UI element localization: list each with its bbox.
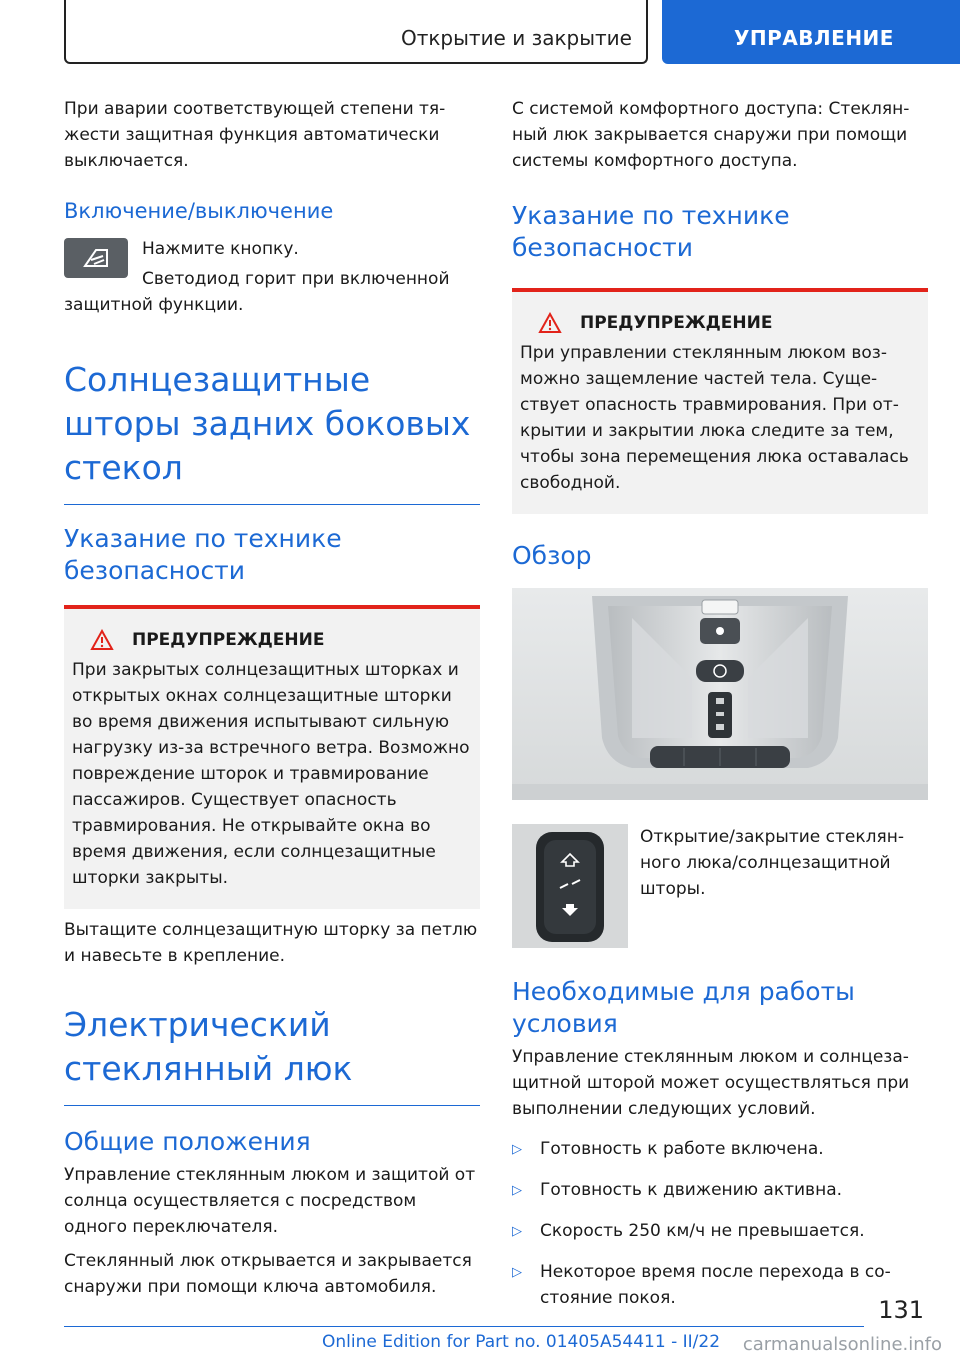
bullet-triangle-icon: ▷ [512,1265,522,1280]
overhead-console-photo [512,588,928,800]
footer-divider [64,1326,864,1327]
bullet-triangle-icon: ▷ [512,1183,522,1198]
sunshade-warning-text: При закрытых солнцезащитных шторках и открытых окнах солнцезащитные шторки во время движения испытывают сильную нагрузку из-за встречного ветра. Возможно повреждение шторок и травмирование пассажиров. Существует опасность травмирования. Не открывайте окна во время движения, если солнцезащитные шторки закрыты. [72,660,470,888]
overview-heading: Обзор [512,541,592,570]
sunroof-warning-box [512,292,928,514]
header-section-title: Открытие и закрытие [400,26,632,50]
list-item: ▷ Готовность к движению активна. [512,1177,928,1204]
bullet-triangle-icon: ▷ [512,1142,522,1157]
header-chapter-tab [662,0,960,64]
warning-triangle-icon [538,312,562,334]
onoff-heading: Включение/выключение [64,199,334,223]
sunshade-safety-heading: Указание по технике безопасности [64,524,342,585]
sunshade-heading: Солнцезащитные шторы задних боковых стекол [64,360,471,487]
sunroof-switch-photo [512,824,628,948]
general-heading: Общие положения [64,1127,311,1156]
switch-caption: Открытие/закрытие стеклянного люка/солнцезащитной шторы. [640,827,904,899]
header-chapter-title: УПРАВЛЕНИЕ [734,26,894,50]
header-section-tab [64,0,648,64]
footer-watermark[interactable]: carmanualsonline.info [742,1334,942,1355]
conditions-text: Управление стеклянным люком и солнцезащитной шторой может осуществляться при выполнении следующих условий. [512,1047,910,1119]
crash-protection-text: При аварии соответствующей степени тяжести защитная функция автоматически выключается. [64,99,446,171]
general-text-2: Стеклянный люк открывается и закрывается снаружи при помощи ключа автомобиля. [64,1251,472,1297]
right-column [512,96,928,1311]
window-lock-button-icon [64,238,128,278]
general-text-1: Управление стеклянным люком и защитой от солнца осуществляется с посредством одного переключателя. [64,1165,476,1237]
warning-label: ПРЕДУПРЕЖДЕНИЕ [580,313,773,333]
sunshade-warning-box [64,609,480,909]
warning-label: ПРЕДУПРЕЖДЕНИЕ [132,630,325,650]
onoff-press-text: Нажмите кнопку. [142,239,299,259]
switch-block [512,824,928,948]
onoff-led-text: Светодиод горит при включенной защитной функции. [64,269,450,315]
sunshade-pull-text: Вытащите солнцезащитную шторку за петлю и навесьте в крепление. [64,920,478,966]
page-number: 131 [878,1296,924,1324]
warning-triangle-icon [90,629,114,651]
bullet-triangle-icon: ▷ [512,1224,522,1239]
sunroof-warning-text: При управлении стеклянным люком возможно защемление частей тела. Существует опасность травмирования. При открытии и закрытии люка следите за тем, чтобы зона перемещения люка оставалась свободной. [520,343,909,493]
conditions-heading: Необходимые для работы условия [512,977,855,1038]
sunroof-heading: Электрический стеклянный люк [64,1005,353,1088]
list-item: ▷ Готовность к работе включена. [512,1136,928,1163]
list-item: ▷ Скорость 250 км/ч не превышается. [512,1218,928,1245]
footer-edition: Online Edition for Part no. 01405A54411 - II/22 [322,1332,721,1352]
sunroof-safety-heading: Указание по технике безопасности [512,201,790,262]
comfort-access-text: С системой комфортного доступа: Стеклянный люк закрывается снаружи при помощи системы комфортного доступа. [512,99,910,171]
left-column [64,96,480,1300]
list-item: ▷ Некоторое время после перехода в состояние покоя. [512,1259,928,1311]
onoff-block [64,236,480,318]
